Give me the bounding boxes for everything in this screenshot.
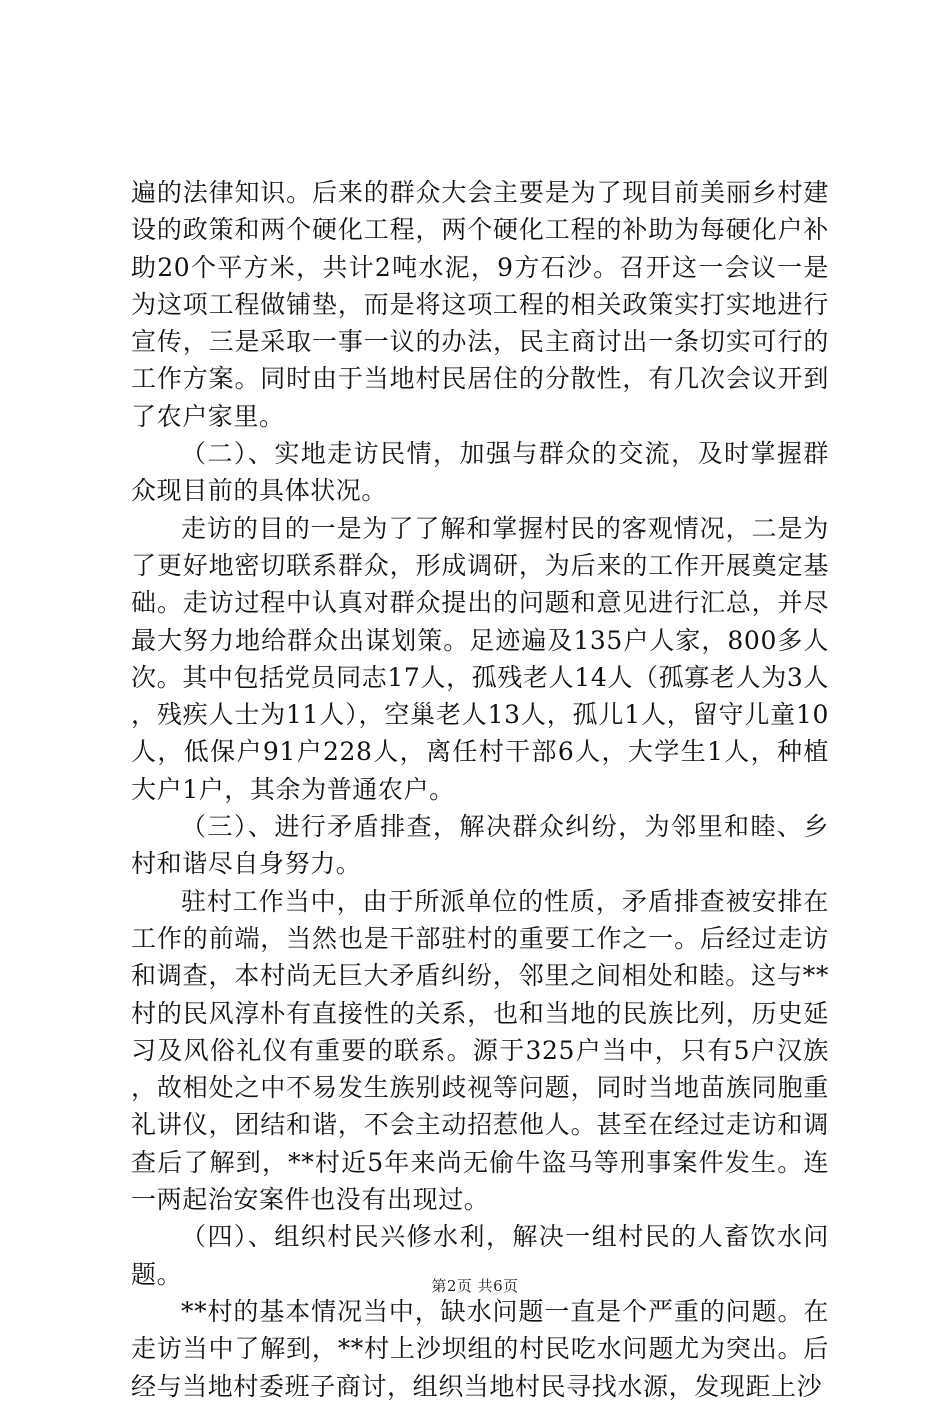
- section-heading-3: （三）、进行矛盾排查，解决群众纠纷，为邻里和睦、乡村和谐尽自身努力。: [131, 812, 829, 879]
- paragraph-visits: 走访的目的一是为了了解和掌握村民的客观情况，二是为了更好地密切联系群众，形成调研，为后来的工作开展奠定基础。走访过程中认真对群众提出的问题和意见进行汇总，并尽最大努力地给群众出谋划策。足迹遍及135户人家，800多人次。其中包括党员同志17人，孤残老人14人（孤寡老人为3人，残疾人士为11人），空巢老人13人，孤儿1人，留守儿童10人，低保户91户228人，离任村干部6人，大学生1人，种植大户1户，其余为普通农户。: [131, 513, 829, 804]
- paragraph-water: **村的基本情况当中，缺水问题一直是个严重的问题。在走访当中了解到，**村上沙坝组的村民吃水问题尤为突出。后经与当地村委班子商讨，组织当地村民寻找水源，发现距上沙: [131, 1296, 829, 1401]
- paragraph-disputes: 驻村工作当中，由于所派单位的性质，矛盾排查被安排在工作的前端，当然也是干部驻村的重要工作之一。后经过走访和调查，本村尚无巨大矛盾纠纷，邻里之间相处和睦。这与**村的民风淳朴有直接性的关系，也和当地的民族比列，历史延习及风俗礼仪有重要的联系。源于325户当中，只有5户汉族，故相处之中不易发生族别歧视等问题，同时当地苗族同胞重礼讲仪，团结和谐，不会主动招惹他人。甚至在经过走访和调查后了解到，**村近5年来尚无偷牛盗马等刑事案件发生。连一两起治安案件也没有出现过。: [131, 886, 829, 1215]
- page-number-indicator: 第2页 共6页: [431, 1277, 519, 1295]
- section-heading-2: （二）、实地走访民情，加强与群众的交流，及时掌握群众现目前的具体状况。: [131, 439, 829, 506]
- section-heading-4: （四）、组织村民兴修水利，解决一组村民的人畜饮水问题。: [131, 1222, 829, 1289]
- document-body: [131, 174, 829, 1405]
- paragraph-continued: 遍的法律知识。后来的群众大会主要是为了现目前美丽乡村建设的政策和两个硬化工程，两个硬化工程的补助为每硬化户补助20个平方米，共计2吨水泥，9方石沙。召开这一会议一是为这项工程做铺垫，而是将这项工程的相关政策实打实地进行宣传，三是采取一事一议的办法，民主商讨出一条切实可行的工作方案。同时由于当地村民居住的分散性，有几次会议开到了农户家里。: [131, 178, 829, 431]
- page-footer: [0, 1275, 950, 1296]
